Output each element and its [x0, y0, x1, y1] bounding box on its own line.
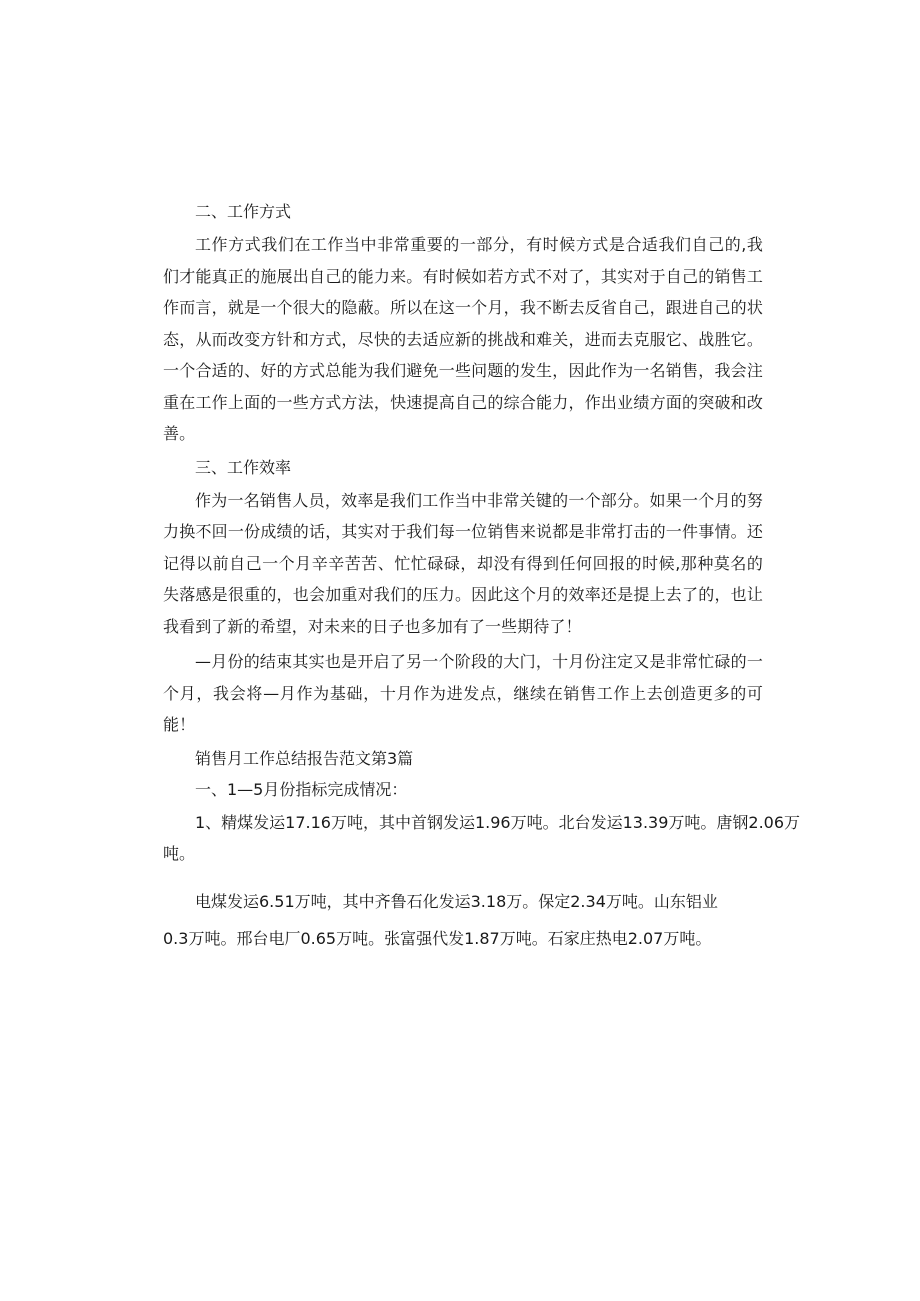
document-body: [163, 198, 801, 954]
paragraph-closing: —月份的结束其实也是开启了另一个阶段的大门，十月份注定又是非常忙碌的一个月，我会将—月作为基础，十月作为进发点，继续在销售工作上去创造更多的可能！: [163, 652, 763, 734]
item1-line1: 1、精煤发运17.16万吨，其中首钢发运1.96万吨。北台发运13.39万吨。唐钢2.06万: [195, 812, 801, 832]
item1-line2: 吨。: [163, 843, 196, 863]
section-heading-work-efficiency: 三、工作效率: [195, 457, 292, 477]
item2-line1: 电煤发运6.51万吨，其中齐鲁石化发运3.18万。保定2.34万吨。山东铝业: [195, 891, 718, 911]
paragraph-work-efficiency: 作为一名销售人员，效率是我们工作当中非常关键的一个部分。如果一个月的努力换不回一份成绩的话，其实对于我们每一位销售来说都是非常打击的一件事情。还记得以前自己一个月辛辛苦苦、忙忙碌碌，却没有得到任何回报的时候,那种莫名的失落感是很重的，也会加重对我们的压力。因此这个月的效率还是提上去了的，也让我看到了新的希望，对未来的日子也多加有了一些期待了！: [163, 490, 763, 636]
article-subheading: 一、1—5月份指标完成情况：: [195, 779, 408, 799]
paragraph-work-method: 工作方式我们在工作当中非常重要的一部分，有时候方式是合适我们自己的,我们才能真正的施展出自己的能力来。有时候如若方式不对了，其实对于自己的销售工作而言，就是一个很大的隐蔽。所以在这一个月，我不断去反省自己，跟进自己的状态，从而改变方针和方式，尽快的去适应新的挑战和难关，进而去克服它、战胜它。一个合适的、好的方式总能为我们避免一些问题的发生，因此作为一名销售，我会注重在工作上面的一些方式方法，快速提高自己的综合能力，作出业绩方面的突破和改善。: [163, 235, 763, 443]
article-title: 销售月工作总结报告范文第3篇: [195, 748, 414, 768]
section-heading-work-method: 二、工作方式: [195, 202, 292, 221]
item2-line2: 0.3万吨。邢台电厂0.65万吨。张富强代发1.87万吨。石家庄热电2.07万吨。: [163, 928, 712, 948]
